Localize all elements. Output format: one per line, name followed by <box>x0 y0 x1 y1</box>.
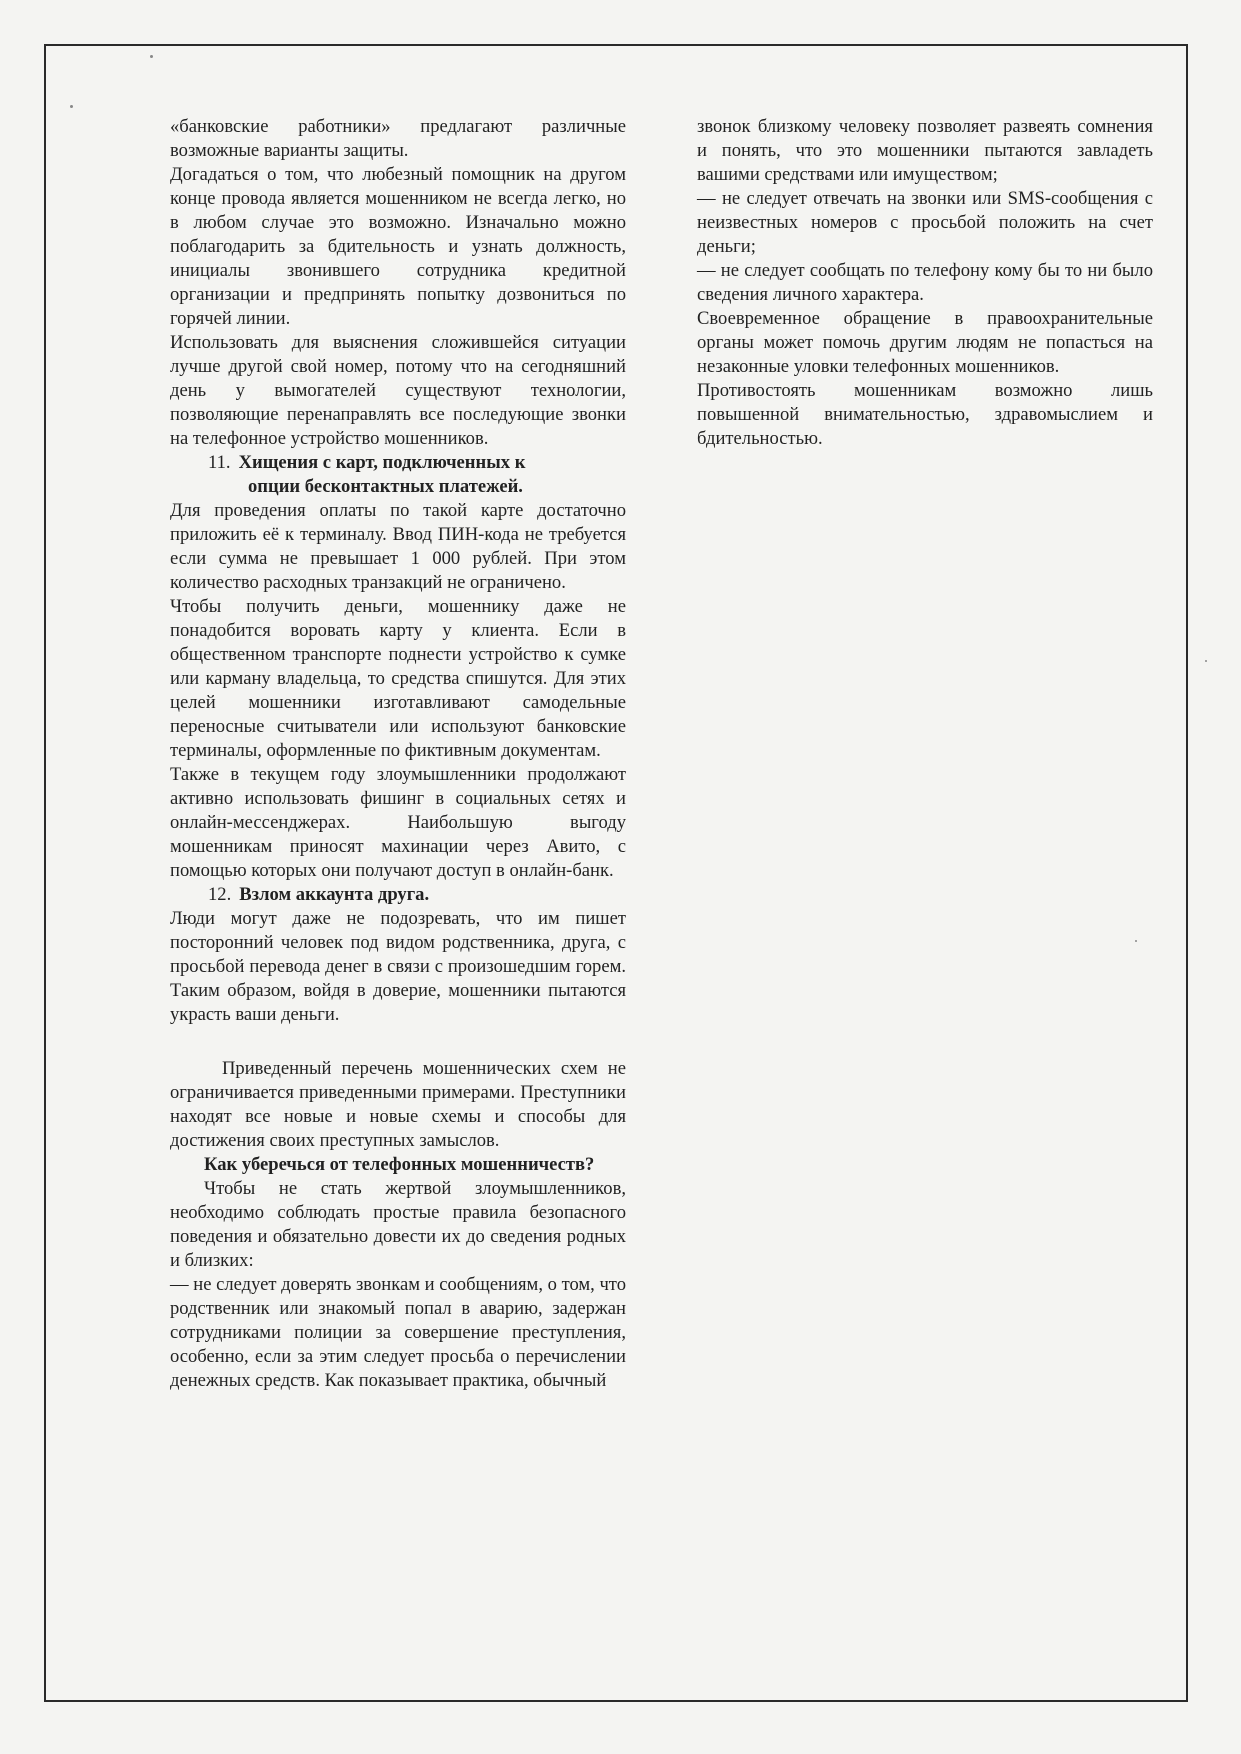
paragraph: Чтобы не стать жертвой злоумышленников, необходимо соблюдать простые правила безопасного поведения и обязательно довести их до сведения родных и близких: <box>170 1178 626 1271</box>
paragraph: Чтобы получить деньги, мошеннику даже не понадобится воровать карту у клиента. Если в общественном транспорте поднести устройство к сумке или карману владельца, то средства спишутся. Для этих целей мошенники изготавливают самодельные переносные считыватели или используют банковские терминалы, оформленные по фиктивным документам. <box>170 596 626 761</box>
scan-speck <box>150 55 153 58</box>
left-column <box>170 115 626 1393</box>
paragraph: Приведенный перечень мошеннических схем не ограничивается приведенными примерами. Преступники находят все новые и новые схемы и способы для достижения своих преступных замыслов. <box>170 1058 626 1151</box>
paragraph: Для проведения оплаты по такой карте достаточно приложить её к терминалу. Ввод ПИН-кода не требуется если сумма не превышает 1 000 рублей. При этом количество расходных транзакций не ограничено. <box>170 500 626 593</box>
section-heading-12 <box>170 883 626 907</box>
scan-speck <box>1135 940 1137 942</box>
paragraph: Также в текущем году злоумышленники продолжают активно использовать фишинг в социальных сетях и онлайн-мессенджерах. Наибольшую выгоду мошенникам приносят махинации через Авито, с помощью которых они получают доступ в онлайн-банк. <box>170 764 626 881</box>
paragraph: — не следует отвечать на звонки или SMS-сообщения с неизвестных номеров с просьбой положить на счет деньги; <box>697 188 1153 257</box>
section-heading-11-cont <box>170 475 626 499</box>
section-title: Взлом аккаунта друга. <box>239 884 430 905</box>
section-number: 12. <box>208 884 232 905</box>
section-title-line1: Хищения с карт, подключенных к <box>238 452 526 473</box>
paragraph: Использовать для выяснения сложившейся ситуации лучше другой свой номер, потому что на сегодняшний день у вымогателей существуют технологии, позволяющие перенаправлять все последующие звонки на телефонное устройство мошенников. <box>170 332 626 449</box>
paragraph: — не следует сообщать по телефону кому бы то ни было сведения личного характера. <box>697 260 1153 305</box>
protection-heading: Как уберечься от телефонных мошенничеств? <box>204 1154 595 1175</box>
section-heading-11 <box>170 451 626 475</box>
paragraph: — не следует доверять звонкам и сообщениям, о том, что родственник или знакомый попал в аварию, задержан сотрудниками полиции за совершение преступления, особенно, если за этим следует просьба о перечислении денежных средств. Как показывает практика, обычный <box>170 1274 626 1391</box>
scan-speck <box>1205 660 1207 662</box>
section-number: 11. <box>208 452 231 473</box>
right-column <box>697 115 1153 451</box>
spacer <box>170 1027 626 1057</box>
scan-speck <box>70 105 73 108</box>
section-title-line2: опции бесконтактных платежей. <box>248 476 523 497</box>
paragraph: «банковские работники» предлагают различные возможные варианты защиты. <box>170 116 626 161</box>
paragraph: Догадаться о том, что любезный помощник на другом конце провода является мошенником не всегда легко, но в любом случае это возможно. Изначально можно поблагодарить за бдительность и узнать должность, инициалы звонившего сотрудника кредитной организации и предпринять попытку дозвониться по горячей линии. <box>170 164 626 329</box>
paragraph: Противостоять мошенникам возможно лишь повышенной внимательностью, здравомыслием и бдительностью. <box>697 380 1153 449</box>
paragraph: Своевременное обращение в правоохранительные органы может помочь другим людям не попасться на незаконные уловки телефонных мошенников. <box>697 308 1153 377</box>
paragraph: Люди могут даже не подозревать, что им пишет посторонний человек под видом родственника, друга, с просьбой перевода денег в связи с произошедшим горем. Таким образом, войдя в доверие, мошенники пытаются украсть ваши деньги. <box>170 908 626 1025</box>
paragraph: звонок близкому человеку позволяет развеять сомнения и понять, что это мошенники пытаются завладеть вашими средствами или имуществом; <box>697 116 1153 185</box>
